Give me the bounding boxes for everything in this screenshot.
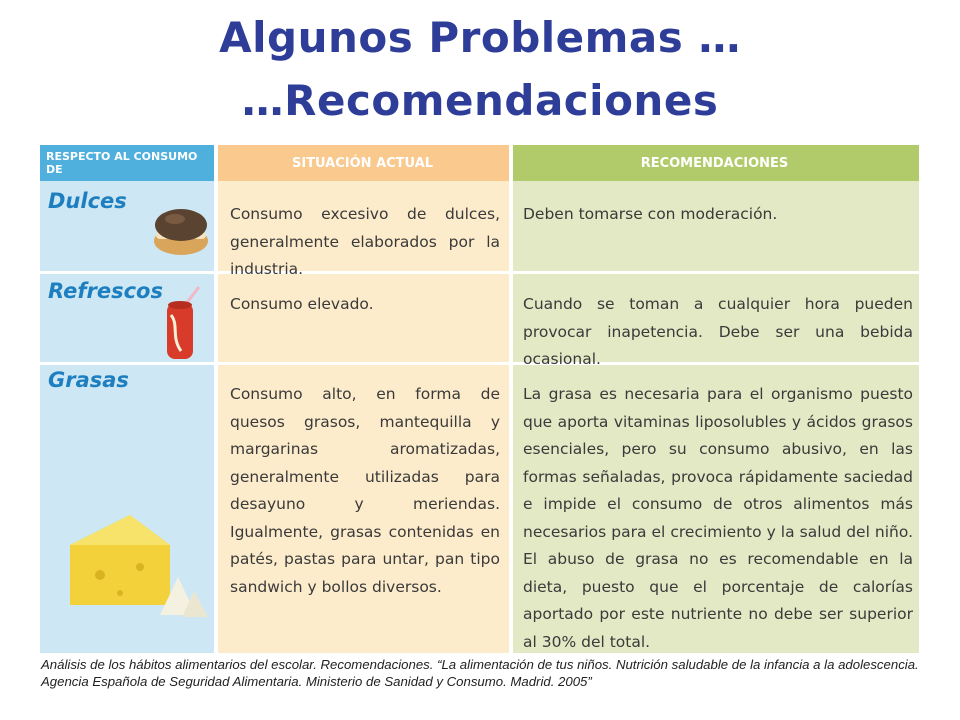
column-divider (214, 145, 218, 653)
header-consumo: RESPECTO AL CONSUMO DE (40, 145, 215, 181)
page-title-line1: Algunos Problemas … (219, 13, 741, 62)
row-label-refrescos: Refrescos (48, 279, 163, 303)
recomendacion-grasas: La grasa es necesaria para el organismo puesto que aporta vitaminas liposolubles y ácidos grasos esenciales, pero su consumo abusivo, en las formas señaladas, provoca rápidamente saciedad e impide el consumo de otros alimentos más necesarios para el crecimiento y la salud del niño. El abuso de grasa no es recomendable en la dieta, puesto que el porcentaje de calorías aportado por este nutriente no debe ser superior al 30% del total. (523, 385, 913, 651)
recomendacion-dulces: Deben tomarse con moderación. (523, 205, 778, 223)
row-label-dulces: Dulces (48, 189, 127, 213)
situacion-grasas: Consumo alto, en forma de quesos grasos, mantequilla y margarinas aromatizadas, generalmente utilizadas para desayuno y meriendas. Igualmente, grasas contenidas en patés, pastas para untar, pan tipo sandwich y bollos diversos. (230, 385, 500, 596)
cheese-icon (60, 505, 210, 625)
source-footnote: Análisis de los hábitos alimentarios del escolar. Recomendaciones. “La alimentación de tus niños. Nutrición saludable de la infancia a la adolescencia. Agencia Española de Seguridad Alimentaria. Ministerio de Sanidad y Consumo. Madrid. 2005” (41, 657, 919, 689)
soda-can-icon (155, 285, 205, 365)
recommendations-table (40, 145, 919, 653)
column-divider (509, 145, 513, 653)
situacion-refrescos: Consumo elevado. (230, 295, 374, 313)
page-title-line2: …Recomendaciones (241, 76, 719, 125)
situacion-dulces: Consumo excesivo de dulces, generalmente elaborados por la industria. (230, 205, 500, 278)
row-label-grasas: Grasas (48, 368, 129, 392)
header-recomendaciones: RECOMENDACIONES (510, 145, 919, 181)
header-situacion: SITUACIÓN ACTUAL (215, 145, 510, 181)
recomendacion-refrescos: Cuando se toman a cualquier hora pueden provocar inapetencia. Debe ser una bebida ocasional. (523, 295, 913, 368)
donut-icon (150, 197, 212, 259)
